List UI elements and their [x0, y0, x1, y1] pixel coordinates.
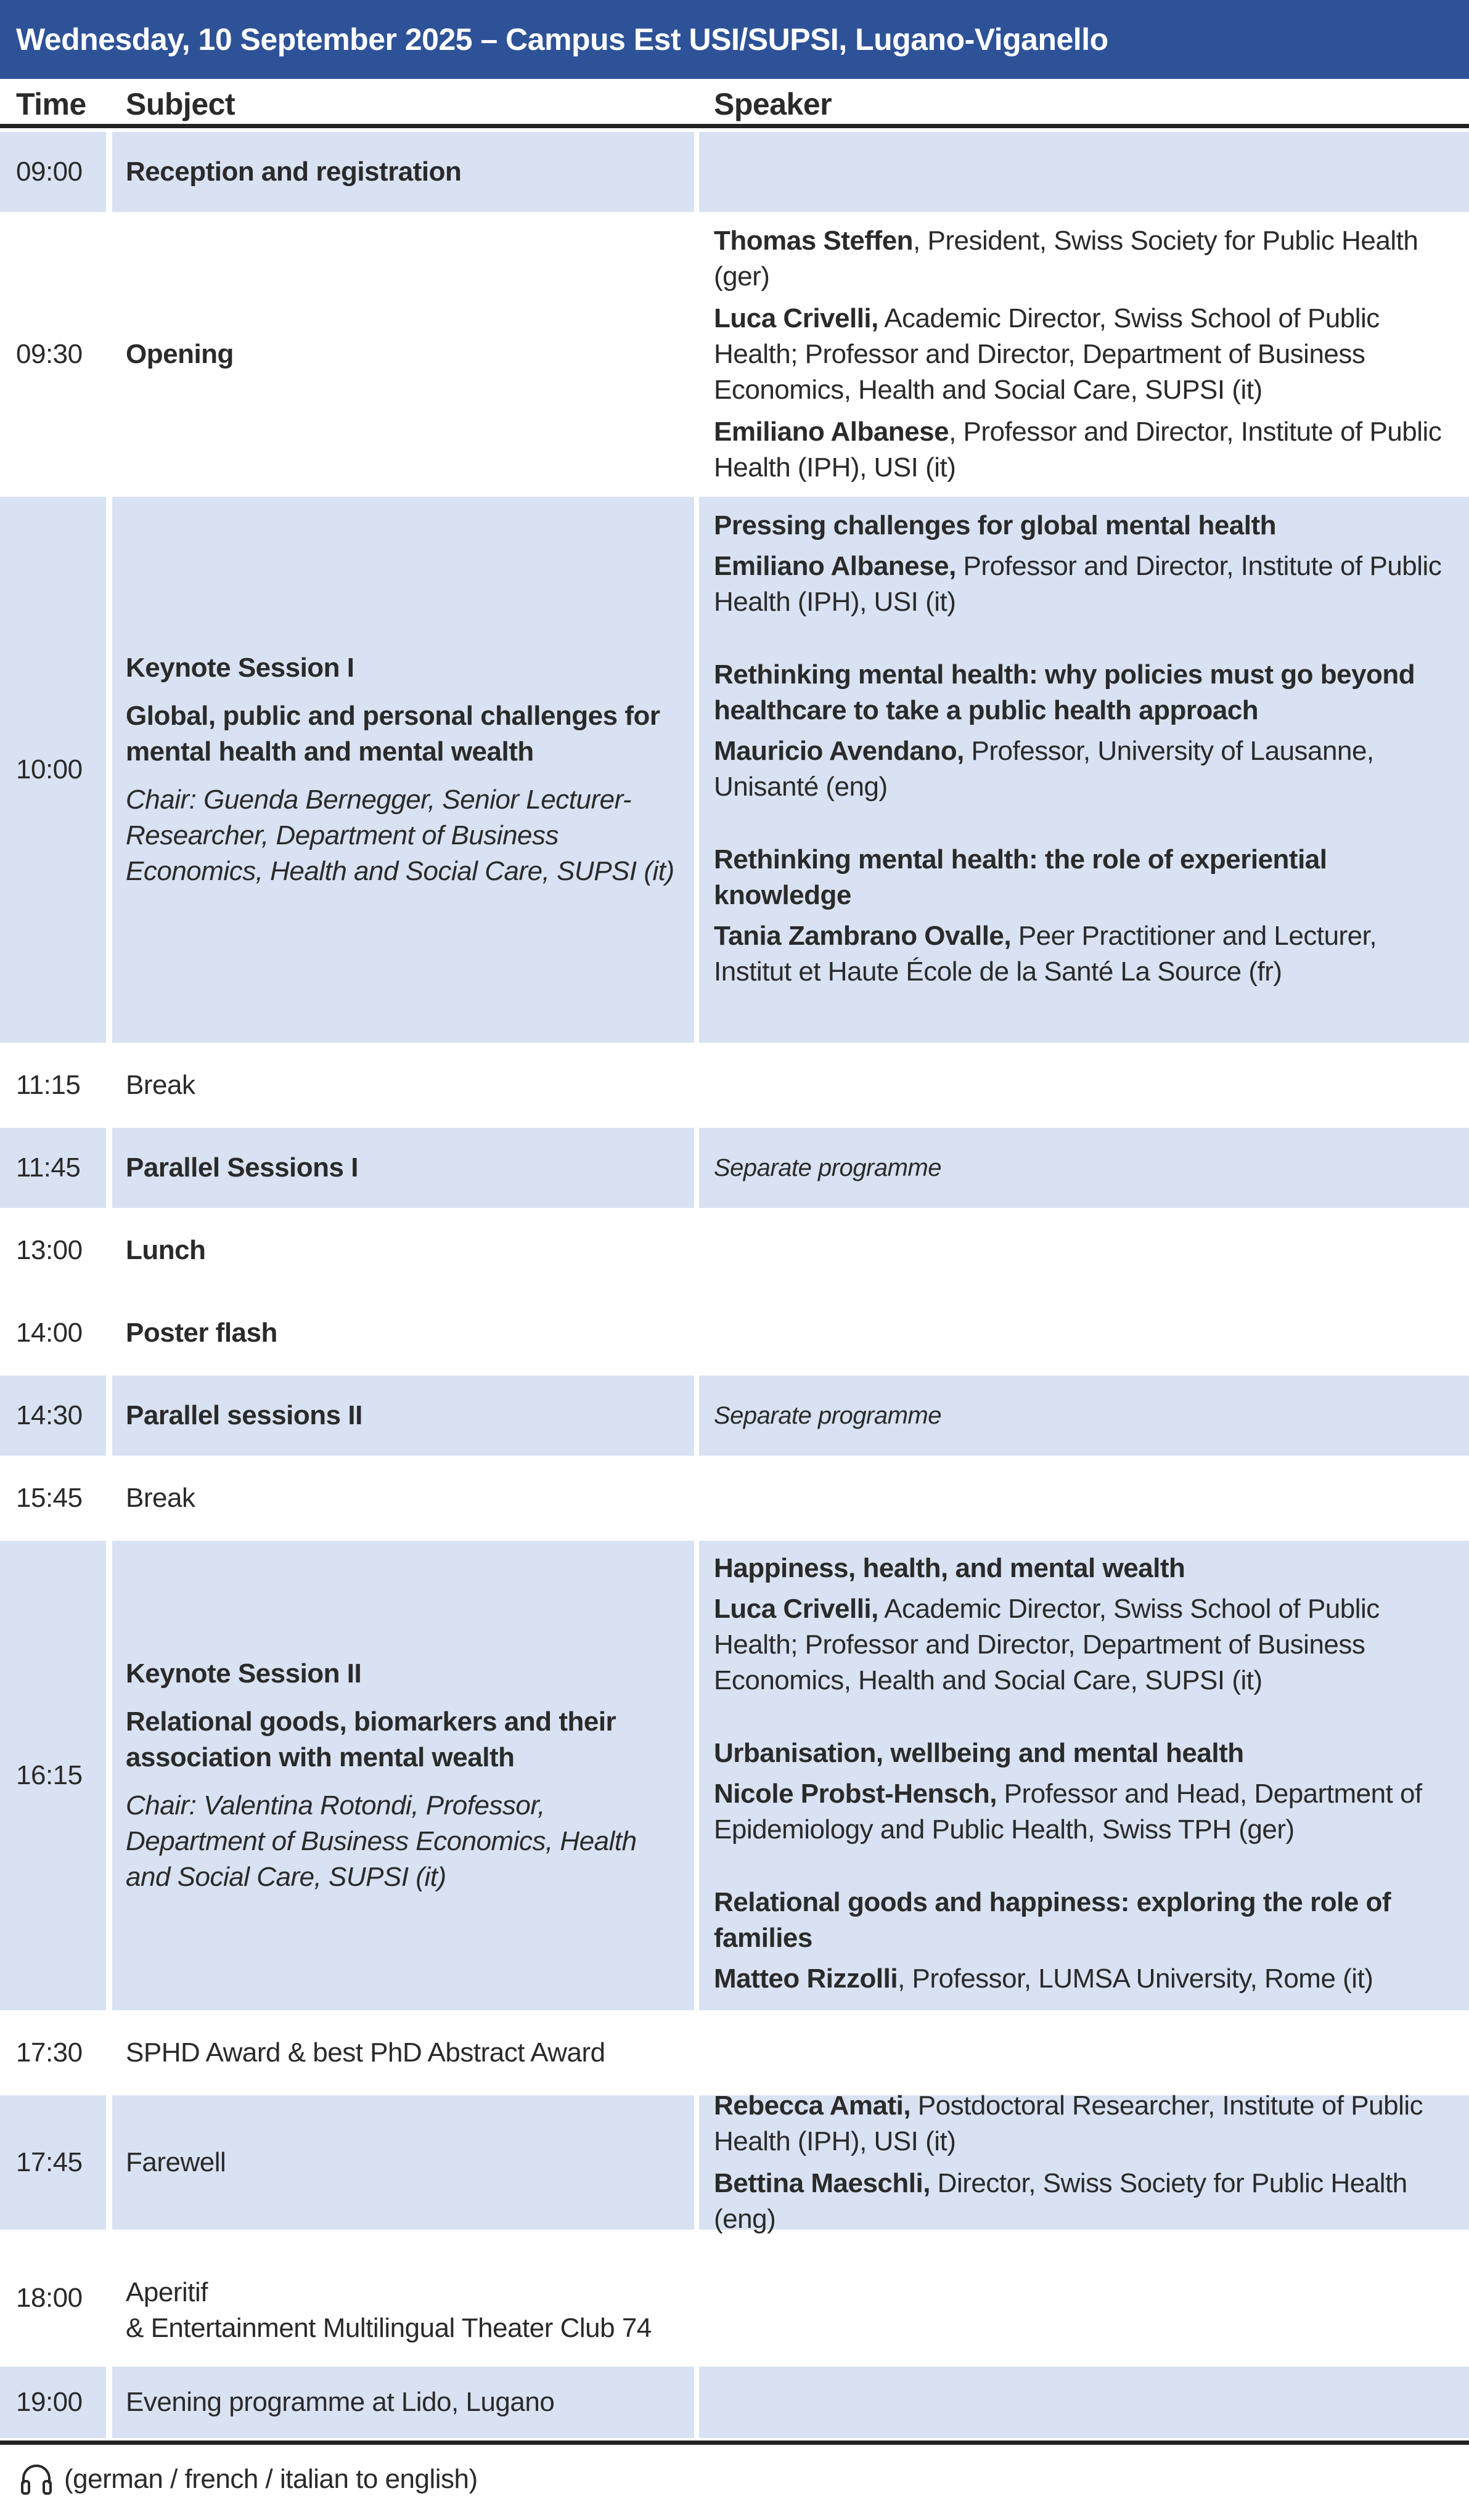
speaker-entry: [714, 1776, 1451, 1848]
schedule-row-0900: [0, 132, 1469, 212]
talk-title: Pressing challenges for global mental health: [714, 510, 1277, 540]
speaker-name: Mauricio Avendano,: [714, 736, 964, 766]
row-subject: Poster flash: [126, 1318, 277, 1348]
speaker-name: Emiliano Albanese,: [714, 551, 956, 581]
page-title-banner: [0, 0, 1469, 79]
speaker-entry: [714, 223, 1451, 295]
row-subject: Break: [126, 1483, 195, 1513]
speaker-role: Director, Swiss Society for Public Health (eng): [714, 2168, 1407, 2234]
row-time: 10:00: [0, 497, 106, 1043]
talk-title: Happiness, health, and mental wealth: [714, 1553, 1185, 1583]
column-header-speaker: Speaker: [714, 87, 832, 121]
session-title: Global, public and personal challenges for mental health and mental wealth: [126, 701, 660, 767]
schedule-row-1145: [0, 1128, 1469, 1208]
talk-title: Rethinking mental health: the role of experiential knowledge: [714, 844, 1327, 910]
row-speakers: [699, 497, 1469, 1043]
row-subject: Reception and registration: [112, 132, 694, 212]
row-speaker-empty: [699, 132, 1469, 212]
row-time: 09:00: [0, 132, 106, 212]
row-time: 18:00: [16, 2283, 83, 2313]
row-speaker-note: Separate programme: [699, 1128, 1469, 1208]
speaker-role: Peer Practitioner and Lecturer, Institut et Haute École de la Santé La Source (fr): [714, 921, 1377, 987]
schedule-row-1730: [0, 2013, 1469, 2093]
speaker-entry: [714, 414, 1451, 486]
translation-note-text: (german / french / italian to english): [64, 2464, 478, 2494]
speaker-entry: [714, 2166, 1451, 2237]
schedule-row-1300: [0, 1210, 1469, 1291]
schedule-row-1000-keynote-1: [0, 497, 1469, 1043]
speaker-name: Luca Crivelli,: [714, 303, 878, 333]
row-time: 13:00: [16, 1235, 83, 1265]
talk-title: Relational goods and happiness: exploring the role of families: [714, 1887, 1391, 1953]
row-subject: Evening programme at Lido, Lugano: [112, 2367, 694, 2438]
row-time: 17:30: [16, 2037, 83, 2068]
column-headers: [0, 79, 1469, 128]
row-speakers: [699, 2090, 1469, 2234]
row-subject: Lunch: [126, 1235, 206, 1265]
speaker-role: , Professor, LUMSA University, Rome (it): [898, 1963, 1373, 1994]
speaker-name: Matteo Rizzolli: [714, 1963, 898, 1994]
row-time: 17:45: [0, 2095, 106, 2230]
subject-line: Aperitif: [126, 2277, 208, 2307]
row-time: 11:45: [0, 1128, 106, 1208]
column-header-time: Time: [16, 87, 86, 121]
session-chair: Chair: Valentina Rotondi, Professor, Department of Business Economics, Health and Social Care, SUPSI (it): [126, 1790, 637, 1892]
speaker-role: , Professor and Director, Institute of Public Health (IPH), USI (it): [714, 417, 1442, 483]
speaker-role: Professor and Director, Institute of Public Health (IPH), USI (it): [714, 551, 1442, 617]
row-speaker-empty: [699, 2367, 1469, 2438]
speaker-role: Academic Director, Swiss School of Public Health; Professor and Director, Department of Business Economics, Health and Social Care, SUPSI (it): [714, 303, 1380, 405]
session-name: Keynote Session II: [126, 1658, 362, 1689]
speaker-name: Rebecca Amati,: [714, 2090, 911, 2121]
row-subject: Farewell: [112, 2095, 694, 2230]
row-subject: Break: [126, 1070, 195, 1100]
speaker-entry: [714, 1591, 1451, 1698]
schedule-row-0930: [0, 214, 1469, 494]
headphones-icon: [18, 2461, 54, 2497]
page-title: Wednesday, 10 September 2025 – Campus Est USI/SUPSI, Lugano-Viganello: [16, 22, 1108, 57]
schedule-row-1745: [0, 2090, 1469, 2234]
speaker-entry: [714, 548, 1451, 620]
speaker-name: Nicole Probst-Hensch,: [714, 1779, 997, 1809]
row-time: 15:45: [16, 1483, 83, 1513]
schedule-row-1615-keynote-2: [0, 1541, 1469, 2010]
row-subject: SPHD Award & best PhD Abstract Award: [126, 2037, 605, 2068]
speaker-role: Postdoctoral Researcher, Institute of Public Health (IPH), USI (it): [714, 2090, 1423, 2156]
speaker-name: Luca Crivelli,: [714, 1594, 878, 1624]
row-speakers: [699, 214, 1469, 494]
schedule-row-1400: [0, 1293, 1469, 1373]
speaker-name: Emiliano Albanese: [714, 417, 949, 447]
row-subject: [112, 497, 694, 1043]
row-time: 14:30: [0, 1376, 106, 1456]
speaker-name: Bettina Maeschli,: [714, 2168, 930, 2198]
row-speaker-note: Separate programme: [699, 1376, 1469, 1456]
row-speakers: [699, 1541, 1469, 2010]
row-time: 19:00: [0, 2367, 106, 2438]
column-header-subject: Subject: [126, 87, 235, 121]
row-time: 09:30: [16, 339, 83, 369]
row-subject: [112, 2232, 975, 2364]
schedule-row-1800: [0, 2232, 1469, 2364]
speaker-role: Professor and Head, Department of Epidemiology and Public Health, Swiss TPH (ger): [714, 1779, 1422, 1845]
subject-line: & Entertainment Multilingual Theater Club 74: [126, 2313, 652, 2343]
speaker-role: Academic Director, Swiss School of Public Health; Professor and Director, Department of Business Economics, Health and Social Care, SUPSI (it): [714, 1594, 1380, 1695]
row-time: 14:00: [16, 1318, 83, 1348]
row-subject: [112, 1541, 694, 2010]
translation-note: [18, 2458, 478, 2501]
schedule-row-1900: [0, 2367, 1469, 2438]
speaker-entry: [714, 1961, 1451, 1997]
session-name: Keynote Session I: [126, 653, 354, 683]
schedule-row-1545: [0, 1458, 1469, 1538]
row-time: 11:15: [16, 1070, 81, 1100]
speaker-entry: [714, 733, 1451, 805]
speaker-entry: [714, 918, 1451, 990]
talk-title: Urbanisation, wellbeing and mental health: [714, 1738, 1244, 1768]
table-bottom-rule: [0, 2440, 1469, 2445]
speaker-name: Tania Zambrano Ovalle,: [714, 921, 1012, 951]
row-time: 16:15: [0, 1541, 106, 2010]
speaker-entry: [714, 301, 1451, 408]
talk-title: Rethinking mental health: why policies must go beyond healthcare to take a public health approach: [714, 659, 1415, 725]
row-subject: Parallel Sessions I: [112, 1128, 694, 1208]
row-subject: Opening: [126, 339, 234, 369]
session-title: Relational goods, biomarkers and their association with mental wealth: [126, 1707, 616, 1772]
speaker-entry: [714, 2088, 1451, 2159]
speaker-name: Thomas Steffen: [714, 226, 914, 256]
schedule-row-1430: [0, 1376, 1469, 1456]
speaker-role: Professor, University of Lausanne, Unisanté (eng): [714, 736, 1374, 802]
speaker-role: , President, Swiss Society for Public Health (ger): [714, 226, 1418, 292]
session-chair: Chair: Guenda Bernegger, Senior Lecturer-Researcher, Department of Business Economics, Health and Social Care, SUPSI (it): [126, 785, 674, 886]
row-subject: Parallel sessions II: [112, 1376, 694, 1456]
schedule-row-1115: [0, 1045, 1469, 1125]
